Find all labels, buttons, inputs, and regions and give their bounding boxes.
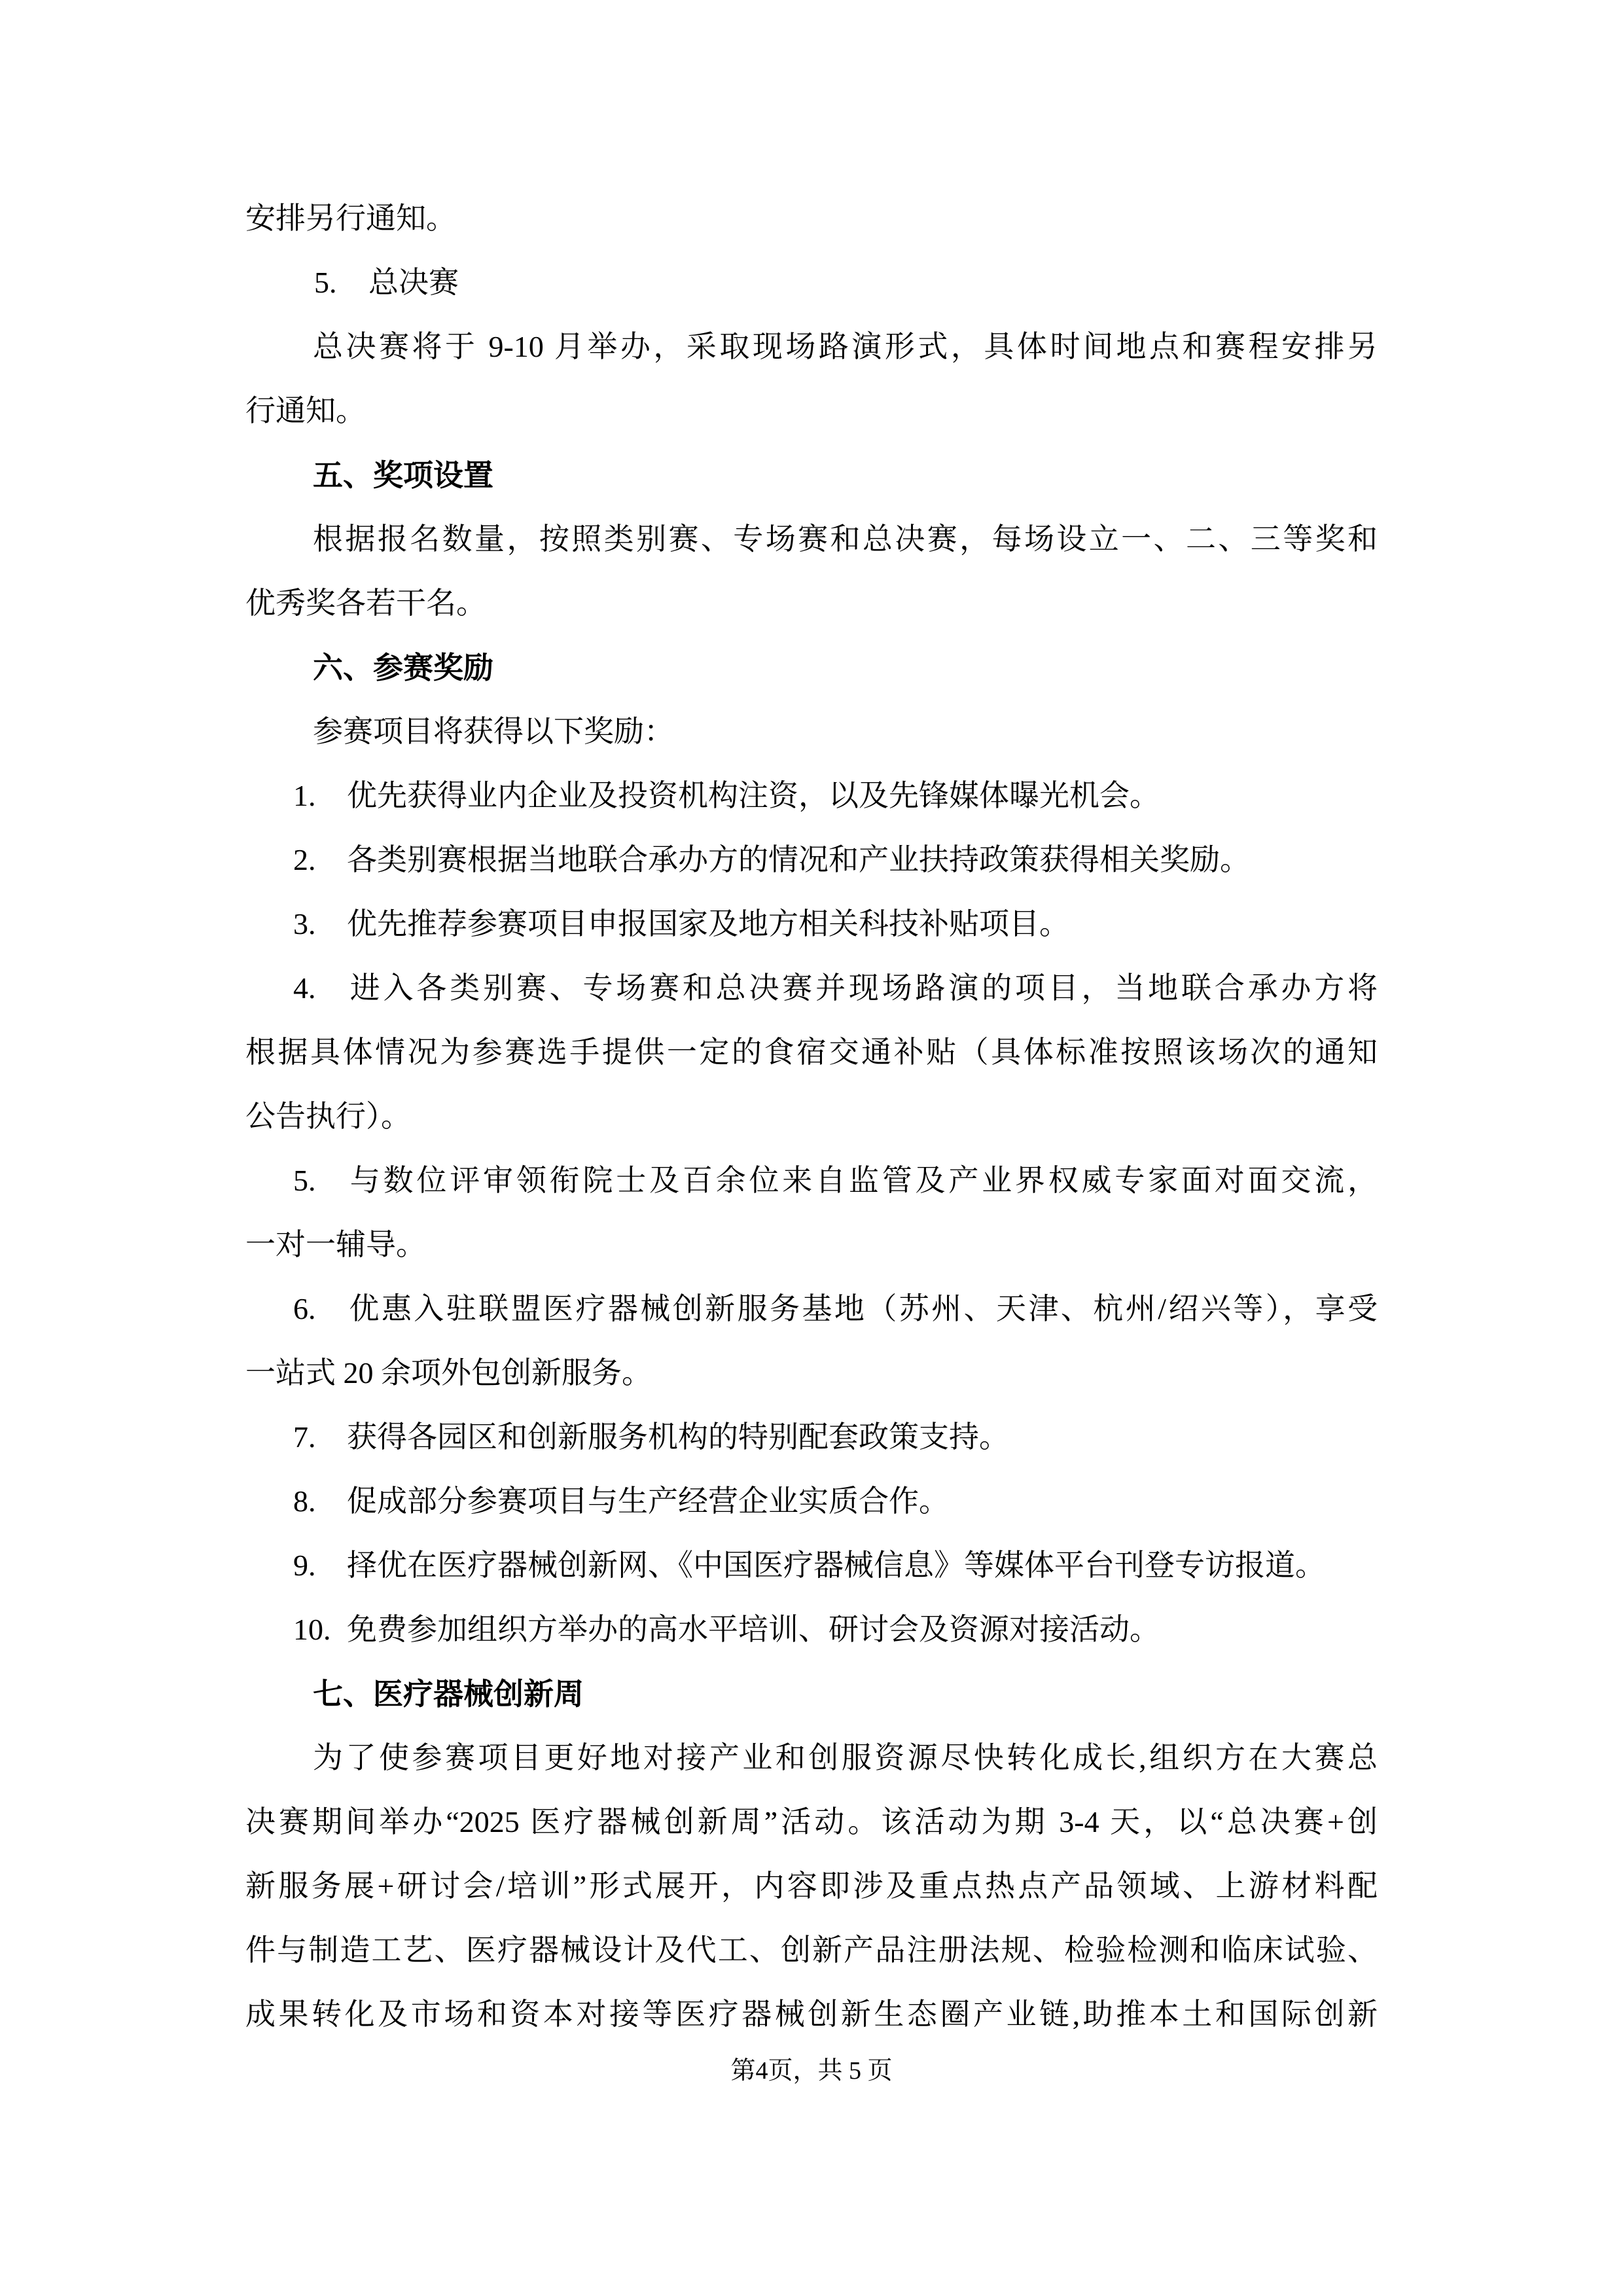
text-line: 件与制造工艺、医疗器械设计及代工、创新产品注册法规、检验检测和临床试验、 <box>245 1933 1378 1967</box>
list-item-7 <box>245 1405 1378 1469</box>
paragraph-line: 为了使参赛项目更好地对接产业和创服资源尽快转化成长,组织方在大赛总 <box>313 1741 1378 1774</box>
text-line: 根据具体情况为参赛选手提供一定的食宿交通补贴（具体标准按照该场次的通知 <box>245 1035 1378 1069</box>
text-line: 优秀奖各若干名。 <box>245 586 486 620</box>
text-line: 公告执行）。 <box>245 1100 411 1133</box>
paragraph-line: 参赛项目将获得以下奖励： <box>313 715 674 748</box>
list-item-text: 与数位评审领衔院士及百余位来自监管及产业界权威专家面对面交流， <box>347 1164 1378 1197</box>
list-item-text: 择优在医疗器械创新网、《中国医疗器械信息》等媒体平台刊登专访报道。 <box>347 1549 1325 1582</box>
text-line: 一对一辅导。 <box>245 1228 426 1261</box>
list-item-3 <box>245 892 1378 956</box>
sub-item-label: 总决赛 <box>368 266 459 299</box>
list-item-5 <box>245 1149 1378 1213</box>
list-item-text: 进入各类别赛、专场赛和总决赛并现场路演的项目，当地联合承办方将 <box>347 971 1378 1005</box>
text-line: 决赛期间举办“2025 医疗器械创新周”活动。该活动为期 3-4 天，以“总决赛+创 <box>245 1805 1378 1839</box>
list-item-text: 促成部分参赛项目与生产经营企业实质合作。 <box>347 1484 949 1518</box>
text-line: 成果转化及市场和资本对接等医疗器械创新生态圈产业链,助推本土和国际创新 <box>245 1998 1378 2031</box>
list-number: 7. <box>293 1420 316 1454</box>
list-number: 5. <box>314 266 337 299</box>
section-heading-awards: 五、奖项设置 <box>313 458 493 492</box>
paragraph-line: 根据报名数量，按照类别赛、专场赛和总决赛，每场设立一、二、三等奖和 <box>313 522 1378 556</box>
document-body <box>245 0 1378 2047</box>
list-item-9 <box>245 1534 1378 1598</box>
list-number: 1. <box>293 779 316 812</box>
text-line: 行通知。 <box>245 394 366 427</box>
list-item-4 <box>245 956 1378 1020</box>
sub-item-finals <box>245 251 1378 315</box>
text-line: 一站式 20 余项外包创新服务。 <box>245 1356 652 1390</box>
paragraph-line: 总决赛将于 9-10 月举办，采取现场路演形式，具体时间地点和赛程安排另 <box>313 330 1378 363</box>
list-number: 6. <box>293 1292 316 1325</box>
section-heading-innovation-week: 七、医疗器械创新周 <box>313 1677 584 1711</box>
list-item-1 <box>245 764 1378 828</box>
list-item-text: 各类别赛根据当地联合承办方的情况和产业扶持政策获得相关奖励。 <box>347 843 1250 876</box>
list-number: 9. <box>293 1549 316 1582</box>
list-number: 10. <box>293 1613 331 1646</box>
list-item-text: 优先获得业内企业及投资机构注资，以及先锋媒体曝光机会。 <box>347 779 1160 812</box>
text-line: 安排另行通知。 <box>245 202 456 235</box>
list-number: 2. <box>293 843 316 876</box>
section-heading-rewards: 六、参赛奖励 <box>313 651 493 685</box>
list-number: 5. <box>293 1164 316 1197</box>
list-item-text: 优先推荐参赛项目申报国家及地方相关科技补贴项目。 <box>347 907 1069 941</box>
list-item-2 <box>245 828 1378 892</box>
list-number: 4. <box>293 971 316 1005</box>
text-line: 新服务展+研讨会/培训”形式展开，内容即涉及重点热点产品领域、上游材料配 <box>245 1869 1378 1903</box>
list-item-text: 获得各园区和创新服务机构的特别配套政策支持。 <box>347 1420 1009 1454</box>
list-item-6 <box>245 1277 1378 1341</box>
list-item-text: 优惠入驻联盟医疗器械创新服务基地（苏州、天津、杭州/绍兴等），享受 <box>347 1292 1378 1325</box>
list-item-text: 免费参加组织方举办的高水平培训、研讨会及资源对接活动。 <box>347 1613 1160 1646</box>
list-item-10 <box>245 1598 1378 1662</box>
list-number: 3. <box>293 907 316 941</box>
page-number: 第4页，共 5 页 <box>730 2057 893 2085</box>
list-item-8 <box>245 1469 1378 1534</box>
list-number: 8. <box>293 1484 316 1518</box>
